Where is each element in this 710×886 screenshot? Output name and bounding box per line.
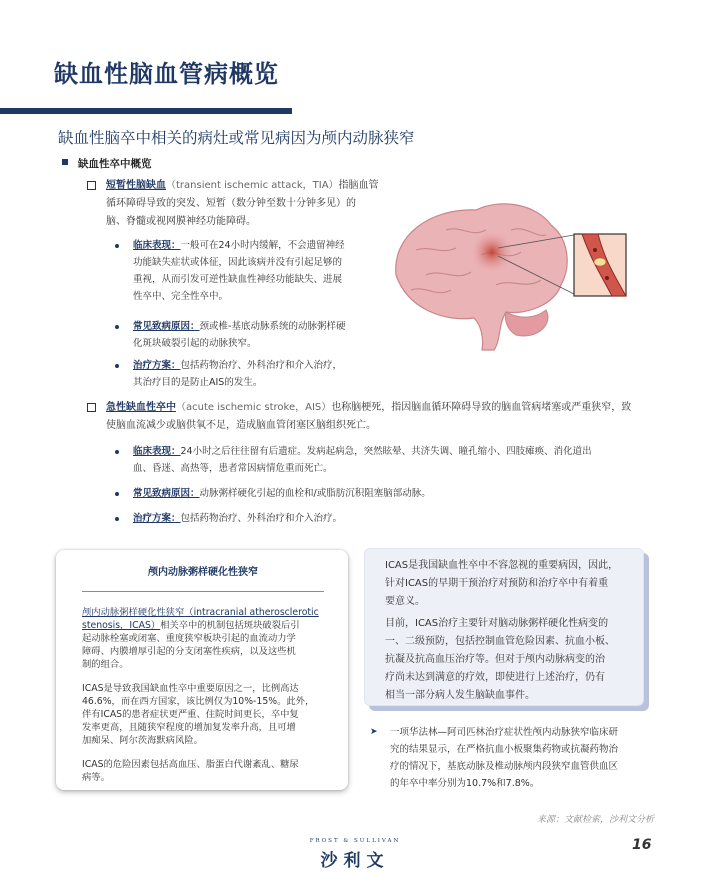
ais-english: （acute ischemic stroke，AIS） — [176, 402, 332, 413]
card-line: 病等。 — [82, 772, 110, 783]
section-heading-text: 缺血性卒中概览 — [78, 158, 152, 170]
tia-bullet-treatment — [133, 357, 383, 391]
note-line: 究的结果显示，在严格抗血小板聚集药物或抗凝药物治 — [390, 744, 619, 755]
note-line: 疗的情况下，基底动脉及椎动脉颅内段狭窄血管供血区 — [390, 761, 619, 772]
icas-card-title: 颅内动脉粥样硬化性狭窄 — [82, 560, 324, 592]
bullet-label: 治疗方案： — [133, 360, 181, 371]
tia-paragraph — [106, 177, 388, 231]
ais-term: 急性缺血性卒中 — [106, 402, 176, 413]
card-line: 发率更高，且随狭窄程度的增加复发率升高，且可增 — [82, 722, 296, 733]
icas-info-card — [56, 550, 348, 790]
bullet-dot-icon — [115, 492, 119, 496]
card-line: ICAS是我国缺血性卒中不容忽视的重要病因，因此， — [385, 560, 619, 571]
section-heading — [62, 156, 152, 171]
bullet-line: 包括药物治疗、外科治疗和介入治疗， — [180, 360, 343, 371]
ais-bullet-cause — [133, 485, 663, 502]
ais-bullet-treatment — [133, 510, 663, 527]
bullet-line: 包括药物治疗、外科治疗和介入治疗。 — [180, 513, 343, 524]
bullet-label: 治疗方案： — [133, 513, 181, 524]
card-line: 相关卒中的机制包括斑块破裂后引 — [160, 620, 300, 631]
bullet-line: 24小时之后往往留有后遗症。发病起病急，突然眩晕、共济失调、瞳孔缩小、四肢瘫痪、消化道出 — [180, 446, 592, 457]
logo-english: FROST & SULLIVAN — [309, 838, 401, 844]
card-line: 制的组合。 — [82, 659, 129, 670]
frost-sullivan-logo — [305, 838, 405, 874]
square-bullet-icon — [62, 159, 68, 165]
ais-text-1: 也称脑梗死，指因脑血循环障碍导致的脑血管病堵塞或严重狭窄，致 — [331, 402, 632, 413]
tia-text-2: 循环障碍导致的突发、短暂（数分钟至数十分钟多见）的 — [106, 198, 356, 209]
tia-text-1: 指脑血管 — [338, 180, 379, 191]
bullet-dot-icon — [115, 244, 119, 248]
card-line: 起动脉栓塞或闭塞、重度狭窄板块引起的血流动力学 — [82, 633, 296, 644]
icas-card-paragraph-1 — [82, 606, 324, 671]
icas-english: （intracranial atherosclerotic stenosis，ICAS） — [82, 607, 319, 631]
card-line: 疗尚未达到满意的疗效，即使进行上述治疗，仍有 — [385, 672, 605, 683]
icas-term: 颅内动脉粥样硬化性狭窄 — [82, 607, 185, 618]
bullet-line: 重视，从而引发可逆性缺血性神经功能缺失、进展 — [133, 274, 343, 285]
bullet-line: 性卒中、完全性卒中。 — [133, 291, 229, 302]
section-subtitle: 缺血性脑卒中相关的病灶或常见病因为颅内动脉狭窄 — [58, 129, 415, 147]
bullet-line: 动脉粥样硬化引起的血栓和/或脂肪沉积阻塞脑部动脉。 — [199, 488, 431, 499]
note-line: 的年卒中率分别为10.7%和7.8%。 — [390, 778, 540, 789]
brain-artery-icon — [386, 190, 656, 360]
bullet-label: 常见致病原因： — [133, 321, 200, 332]
page-title: 缺血性脑血管病概览 — [54, 60, 279, 88]
card-line: 伴有ICAS的患者症状更严重、住院时间更长，卒中复 — [82, 709, 299, 720]
bullet-dot-icon — [115, 517, 119, 521]
bullet-dot-icon — [115, 325, 119, 329]
bullet-line: 一般可在24小时内缓解，不会遗留神经 — [180, 240, 345, 251]
card-line: 障碍、内膜增厚引起的分支闭塞性疾病，以及这些机 — [82, 646, 296, 657]
bullet-dot-icon — [115, 450, 119, 454]
title-rule — [0, 108, 292, 114]
card-line: 46.6%，而在西方国家，该比例仅为10%-15%。此外， — [82, 696, 315, 707]
checkbox-bullet-icon — [87, 181, 96, 190]
bullet-line: 功能缺失症状或体征，因此该病并没有引起足够的 — [133, 257, 343, 268]
ais-text-2: 使脑血流减少或脑供氧不足，造成脑血管闭塞区脑组织死亡。 — [106, 420, 376, 431]
card-line: 加痴呆、阿尔茨海默病风险。 — [82, 735, 203, 746]
bullet-line: 颈或椎-基底动脉系统的动脉粥样硬 — [199, 321, 346, 332]
bullet-line: 其治疗目的是防止AIS的发生。 — [133, 377, 263, 388]
page-number: 16 — [632, 837, 652, 853]
card-line: ICAS的危险因素包括高血压、脂蛋白代谢紊乱、糖尿 — [82, 759, 299, 770]
bullet-label: 临床表现： — [133, 446, 181, 457]
checkbox-bullet-icon — [87, 403, 96, 412]
card-line: ICAS是导致我国缺血性卒中重要原因之一，比例高达 — [82, 683, 299, 694]
card-line: 针对ICAS的早期干预治疗对预防和治疗卒中有着重 — [385, 578, 609, 589]
treatment-card-paragraph-2 — [385, 615, 629, 705]
treatment-card-paragraph-1 — [385, 557, 629, 611]
study-note — [370, 724, 658, 792]
bullet-line: 化斑块破裂引起的动脉狭窄。 — [133, 338, 257, 349]
tia-term: 短暂性脑缺血 — [106, 180, 166, 191]
card-line: 一、二级预防，包括控制血管危险因素、抗血小板、 — [385, 636, 615, 647]
bullet-label: 临床表现： — [133, 240, 181, 251]
card-line: 目前，ICAS治疗主要针对脑动脉粥样硬化性病变的 — [385, 618, 609, 629]
bullet-dot-icon — [115, 364, 119, 368]
card-line: 相当一部分病人发生脑缺血事件。 — [385, 690, 535, 701]
tia-bullet-clinical — [133, 237, 383, 305]
logo-chinese: 沙利文 — [320, 851, 390, 871]
card-line: 抗凝及抗高血压治疗等。但对于颅内动脉病变的治 — [385, 654, 605, 665]
card-line: 要意义。 — [385, 596, 425, 607]
ais-bullet-clinical — [133, 443, 663, 477]
tia-text-3: 脑、脊髓或视网膜神经功能障碍。 — [106, 216, 256, 227]
arrow-bullet-icon: ➤ — [370, 727, 378, 737]
brain-illustration — [386, 190, 656, 360]
note-line: 一项华法林—阿司匹林治疗症状性颅内动脉狭窄临床研 — [390, 727, 619, 738]
icas-card-paragraph-3 — [82, 758, 324, 784]
source-note: 来源：文献检索，沙利文分析 — [536, 815, 654, 825]
ais-paragraph — [106, 399, 662, 435]
bullet-label: 常见致病原因： — [133, 488, 200, 499]
icas-card-paragraph-2 — [82, 682, 324, 747]
tia-english: （transient ischemic attack，TIA） — [166, 180, 339, 191]
icas-treatment-card — [364, 548, 644, 706]
tia-bullet-cause — [133, 318, 383, 352]
bullet-line: 血、昏迷、高热等，患者常因病情危重而死亡。 — [133, 463, 333, 474]
